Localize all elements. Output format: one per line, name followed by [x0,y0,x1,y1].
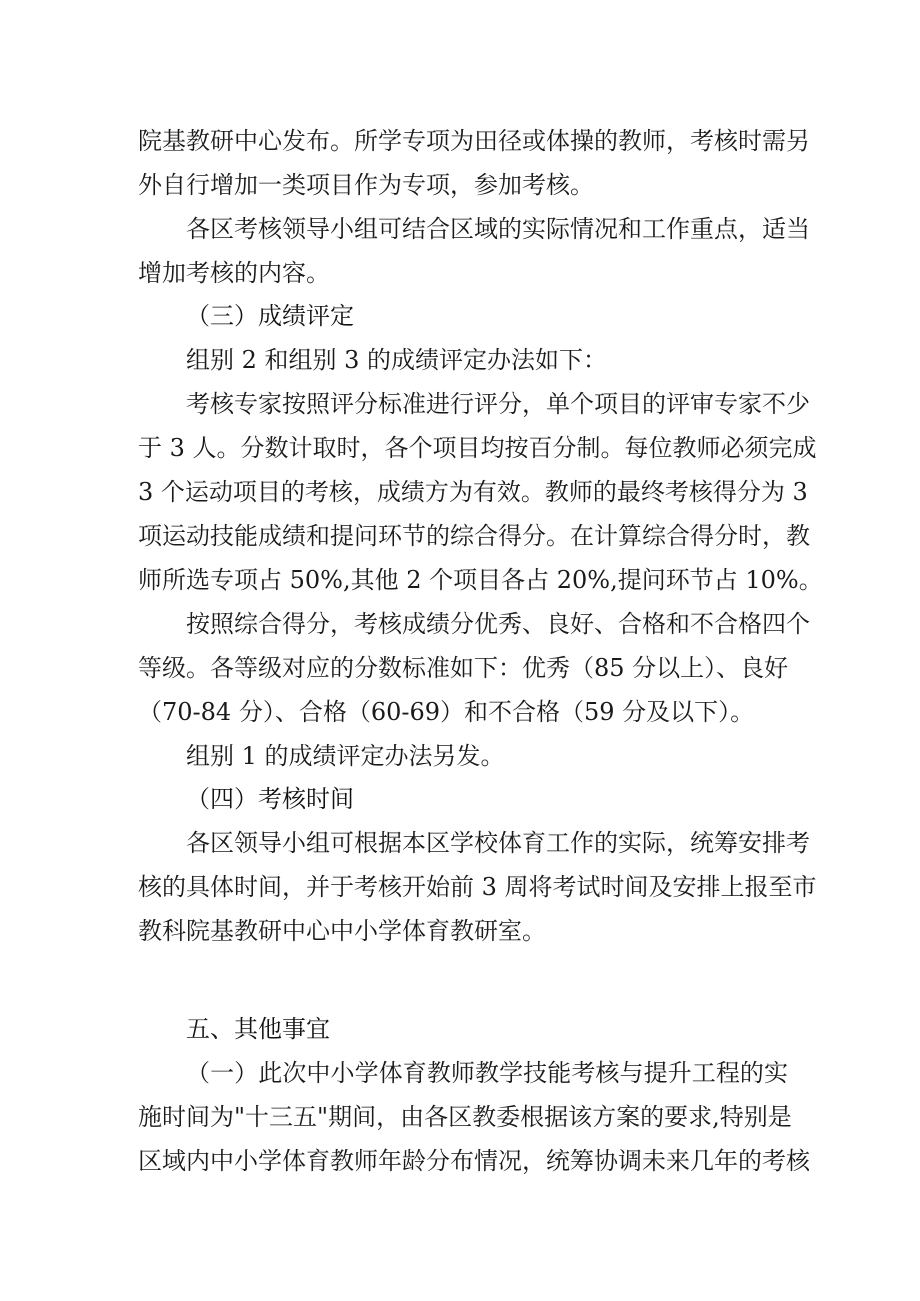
paragraph-line: 于 3 人。分数计取时，各个项目均按百分制。每位教师必须完成 [138,434,817,462]
paragraph-line: 增加考核的内容。 [138,259,330,287]
paragraph-line: 核的具体时间，并于考核开始前 3 周将考试时间及安排上报至市 [138,873,817,901]
paragraph-line: 各区考核领导小组可结合区域的实际情况和工作重点，适当 [186,215,810,243]
paragraph-line: （70-84 分）、合格（60-69）和不合格（59 分及以下）。 [138,698,755,726]
paragraph-line: 组别 2 和组别 3 的成绩评定办法如下： [186,346,608,374]
paragraph-line: 按照综合得分，考核成绩分优秀、良好、合格和不合格四个 [186,610,810,638]
paragraph-line: 考核专家按照评分标准进行评分，单个项目的评审专家不少 [186,390,810,418]
paragraph-line: 区域内中小学体育教师年龄分布情况，统筹协调未来几年的考核 [138,1147,810,1175]
paragraph-line: 师所选专项占 50%,其他 2 个项目各占 20%,提问环节占 10%。 [138,566,823,594]
paragraph-line: 施时间为"十三五"期间，由各区教委根据该方案的要求,特别是 [138,1103,792,1131]
paragraph-line: 外自行增加一类项目作为专项，参加考核。 [138,171,594,199]
section-heading-3: （三）成绩评定 [186,302,354,330]
paragraph-line: 组别 1 的成绩评定办法另发。 [186,742,505,770]
section-heading-5: 五、其他事宜 [186,1015,330,1043]
section-heading-4: （四）考核时间 [186,785,354,813]
paragraph-line: 等级。各等级对应的分数标准如下：优秀（85 分以上）、良好 [138,654,789,682]
paragraph-line: 院基教研中心发布。所学专项为田径或体操的教师，考核时需另 [138,127,810,155]
paragraph-line: 教科院基教研中心中小学体育教研室。 [138,917,546,945]
paragraph-line: （一）此次中小学体育教师教学技能考核与提升工程的实 [186,1059,788,1087]
paragraph-line: 3 个运动项目的考核，成绩方为有效。教师的最终考核得分为 3 [138,478,808,506]
paragraph-line: 各区领导小组可根据本区学校体育工作的实际，统筹安排考 [186,829,810,857]
paragraph-line: 项运动技能成绩和提问环节的综合得分。在计算综合得分时，教 [138,522,810,550]
